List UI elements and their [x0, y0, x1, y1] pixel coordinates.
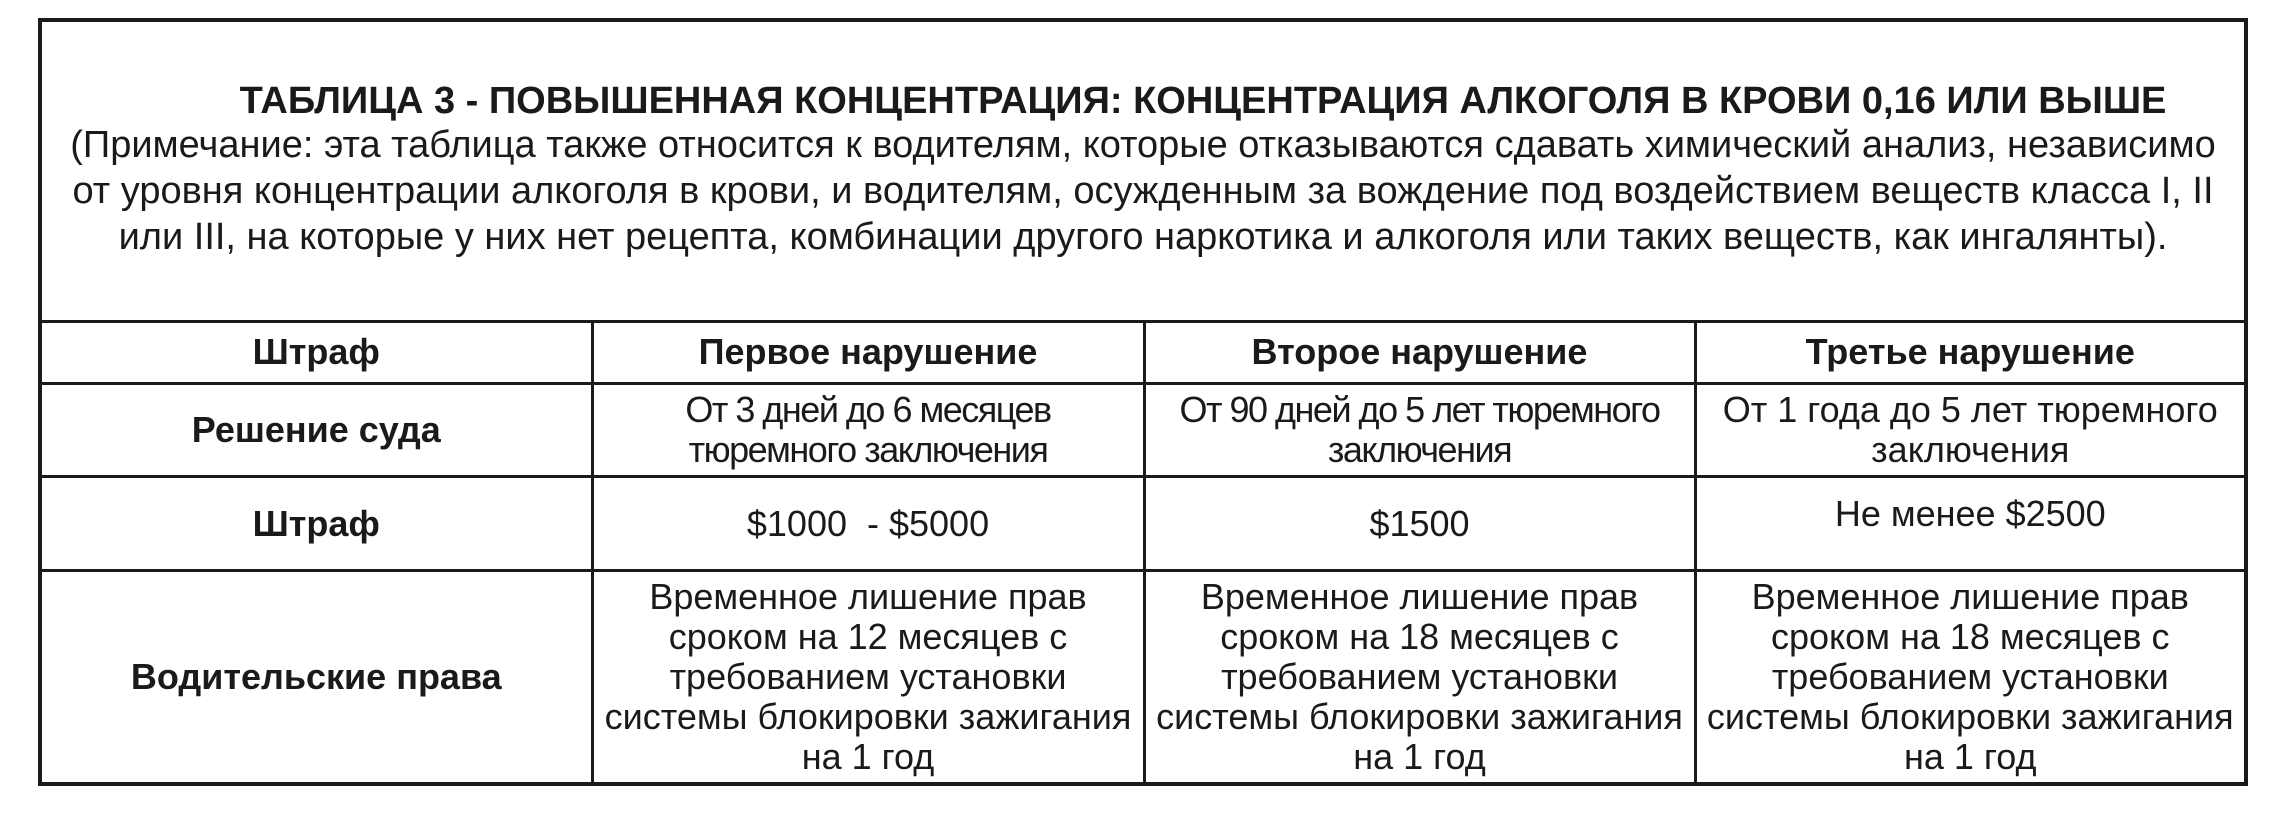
- table-header-row: [40, 20, 2246, 322]
- cell-fine-second: $1500: [1144, 477, 1695, 571]
- column-header-third-offense: Третье нарушение: [1695, 322, 2246, 383]
- cell-license-first: Временное лишение прав сроком на 12 месяцев с требованием установки системы блокировки зажигания на 1 год: [592, 570, 1144, 784]
- penalty-table: [38, 18, 2248, 786]
- cell-court-third: От 1 года до 5 лет тюремного заключения: [1695, 383, 2246, 477]
- cell-court-first: От 3 дней до 6 месяцев тюремного заключения: [592, 383, 1144, 477]
- cell-court-second: От 90 дней до 5 лет тюремного заключения: [1144, 383, 1695, 477]
- column-header-second-offense: Второе нарушение: [1144, 322, 1695, 383]
- row-label-driver-license: Водительские права: [40, 570, 592, 784]
- cell-license-third: Временное лишение прав сроком на 18 месяцев с требованием установки системы блокировки зажигания на 1 год: [1695, 570, 2246, 784]
- table-title: ТАБЛИЦА 3 - ПОВЫШЕННАЯ КОНЦЕНТРАЦИЯ: КОНЦЕНТРАЦИЯ АЛКОГОЛЯ В КРОВИ 0,16 ИЛИ ВЫШЕ: [239, 80, 2167, 123]
- cell-fine-third: Не менее $2500: [1695, 477, 2246, 571]
- table-row-fine: [40, 477, 2246, 571]
- table-row-court-decision: [40, 383, 2246, 477]
- column-header-first-offense: Первое нарушение: [592, 322, 1144, 383]
- row-label-court-decision: Решение суда: [40, 383, 592, 477]
- table-note: (Примечание: эта таблица также относится к водителям, которые отказываются сдавать химический анализ, независимо от уровня концентрации алкоголя в крови, и водителям, осужденным за вождение под воздействием веществ класса I, II или III, на которые у них нет рецепта, комбинации другого наркотика и алкоголя или таких веществ, как ингалянты).: [70, 124, 2216, 259]
- table-heading-cell: [40, 20, 2246, 322]
- row-label-fine: Штраф: [40, 477, 592, 571]
- cell-fine-first: $1000 - $5000: [592, 477, 1144, 571]
- column-header-penalty: Штраф: [40, 322, 592, 383]
- column-header-row: [40, 322, 2246, 383]
- cell-license-second: Временное лишение прав сроком на 18 месяцев с требованием установки системы блокировки зажигания на 1 год: [1144, 570, 1695, 784]
- table-row-driver-license: [40, 570, 2246, 784]
